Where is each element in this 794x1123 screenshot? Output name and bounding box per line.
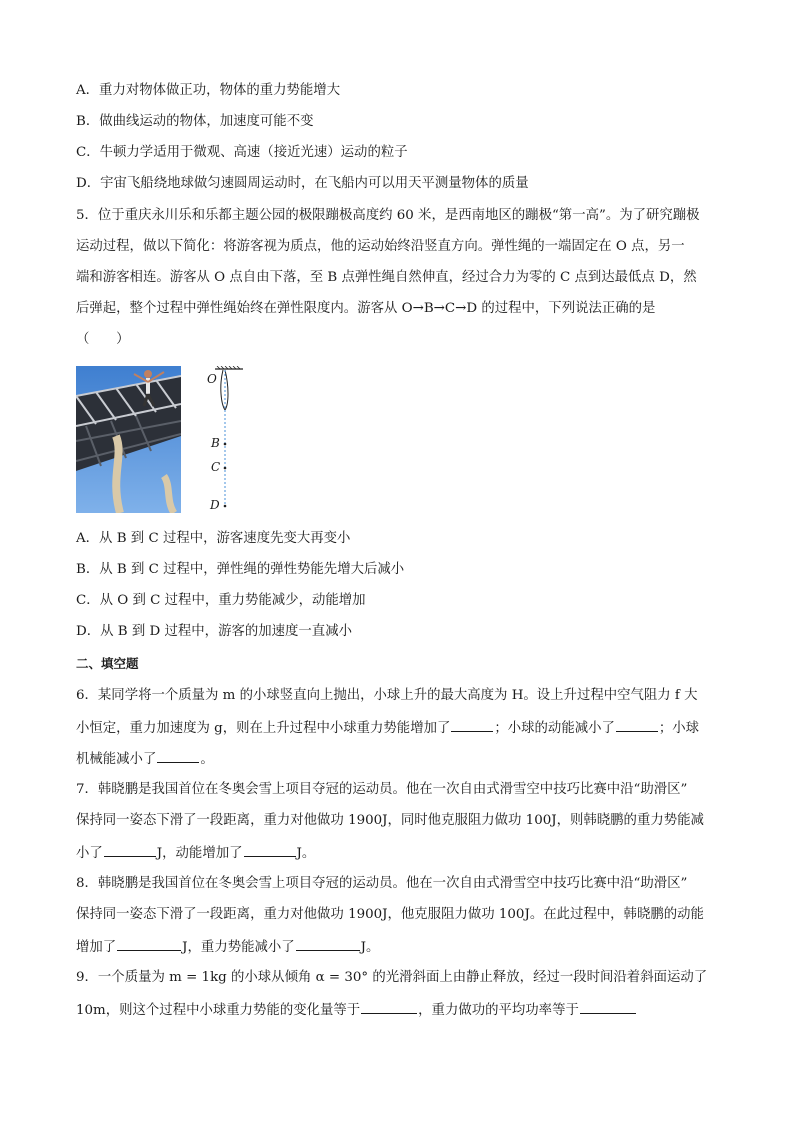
q9-line-1: 9．一个质量为 m = 1kg 的小球从倾角 α = 30° 的光滑斜面上由静止释放，经过一段时间沿着斜面运动了 [76,970,708,985]
q7-blank-2[interactable] [244,843,296,857]
label-o: O [207,372,217,386]
q4-option-d: D．宇宙飞船绕地球做匀速圆周运动时，在飞船内可以用天平测量物体的质量 [76,176,529,191]
q6-blank-3[interactable] [157,749,199,763]
q4-option-c: C．牛顿力学适用于微观、高速（接近光速）运动的粒子 [76,145,408,160]
q8-line-2: 保持同一姿态下滑了一段距离，重力对他做功 1900J，他克服阻力做功 100J。在此过程中，韩晓鹏的动能 [76,907,704,922]
q9-blank-2[interactable] [580,1000,636,1014]
q6-text-d: 机械能减小了 [76,752,157,767]
q5-stem-line-3: 端和游客相连。游客从 O 点自由下落，至 B 点弹性绳自然伸直，经过合力为零的 C 点到达最低点 D，然 [76,270,697,285]
label-b: B [211,436,220,450]
q6-text-b: ；小球的动能减小了 [494,721,615,736]
q5-stem-line-4: 后弹起，整个过程中弹性绳始终在弹性限度内。游客从 O→B→C→D 的过程中，下列说法正确的是 [76,301,656,316]
label-c: C [211,460,221,474]
q5-option-c: C．从 O 到 C 过程中，重力势能减少，动能增加 [76,593,366,608]
q6-blank-2[interactable] [616,718,658,732]
q9-blank-1[interactable] [361,1000,417,1014]
label-d: D [210,498,220,512]
q8-blank-1[interactable] [117,937,181,951]
q4-option-a: A．重力对物体做正功，物体的重力势能增大 [76,83,341,98]
q8-blank-2[interactable] [296,937,360,951]
q6-line-2 [76,718,699,738]
q6-text-c: ；小球 [658,721,700,736]
q5-option-b: B．从 B 到 C 过程中，弹性绳的弹性势能先增大后减小 [76,562,405,577]
q6-blank-1[interactable] [451,718,493,732]
q9-line-2 [76,1000,637,1020]
q7-line-1: 7．韩晓鹏是我国首位在冬奥会雪上项目夺冠的运动员。他在一次自由式滑雪空中技巧比赛中沿“助滑区” [76,782,688,797]
q7-blank-1[interactable] [104,843,156,857]
q7-text-c: J。 [296,846,316,861]
q7-text-b: J，动能增加了 [156,846,243,861]
q5-option-a: A．从 B 到 C 过程中，游客速度先变大再变小 [76,531,351,546]
q5-stem-line-1: 5．位于重庆永川乐和乐都主题公园的极限蹦极高度约 60 米，是西南地区的蹦极“第一高”。为了研究蹦极 [76,208,700,223]
q6-line-3 [76,749,214,769]
q7-line-3 [76,843,315,863]
q8-text-b: J，重力势能减小了 [182,940,295,955]
q9-text-a: 10m，则这个过程中小球重力势能的变化量等于 [76,1003,361,1018]
q9-text-b: ，重力做功的平均功率等于 [418,1003,579,1018]
q8-line-1: 8．韩晓鹏是我国首位在冬奥会雪上项目夺冠的运动员。他在一次自由式滑雪空中技巧比赛中沿“助滑区” [76,876,688,891]
q7-line-2: 保持同一姿态下滑了一段距离，重力对他做功 1900J，同时他克服阻力做功 100J，则韩晓鹏的重力势能减 [76,813,704,828]
q6-text-e: 。 [200,752,214,767]
bungee-photo [76,366,181,513]
q6-line-1: 6．某同学将一个质量为 m 的小球竖直向上抛出，小球上升的最大高度为 H。设上升过程中空气阻力 f 大 [76,688,698,703]
q8-line-3 [76,937,379,957]
q4-option-b: B．做曲线运动的物体，加速度可能不变 [76,114,314,129]
q5-option-d: D．从 B 到 D 过程中，游客的加速度一直减小 [76,624,352,639]
q8-text-c: J。 [360,940,380,955]
bungee-diagram [201,366,261,516]
q6-text-a: 小恒定，重力加速度为 g，则在上升过程中小球重力势能增加了 [76,721,451,736]
q7-text-a: 小了 [76,846,103,861]
q8-text-a: 增加了 [76,940,117,955]
section-title: 二、填空题 [76,656,139,671]
q5-stem-line-2: 运动过程，做以下简化：将游客视为质点，他的运动始终沿竖直方向。弹性绳的一端固定在 O 点，另一 [76,239,685,254]
q5-answer-brackets: （ ） [76,332,130,347]
